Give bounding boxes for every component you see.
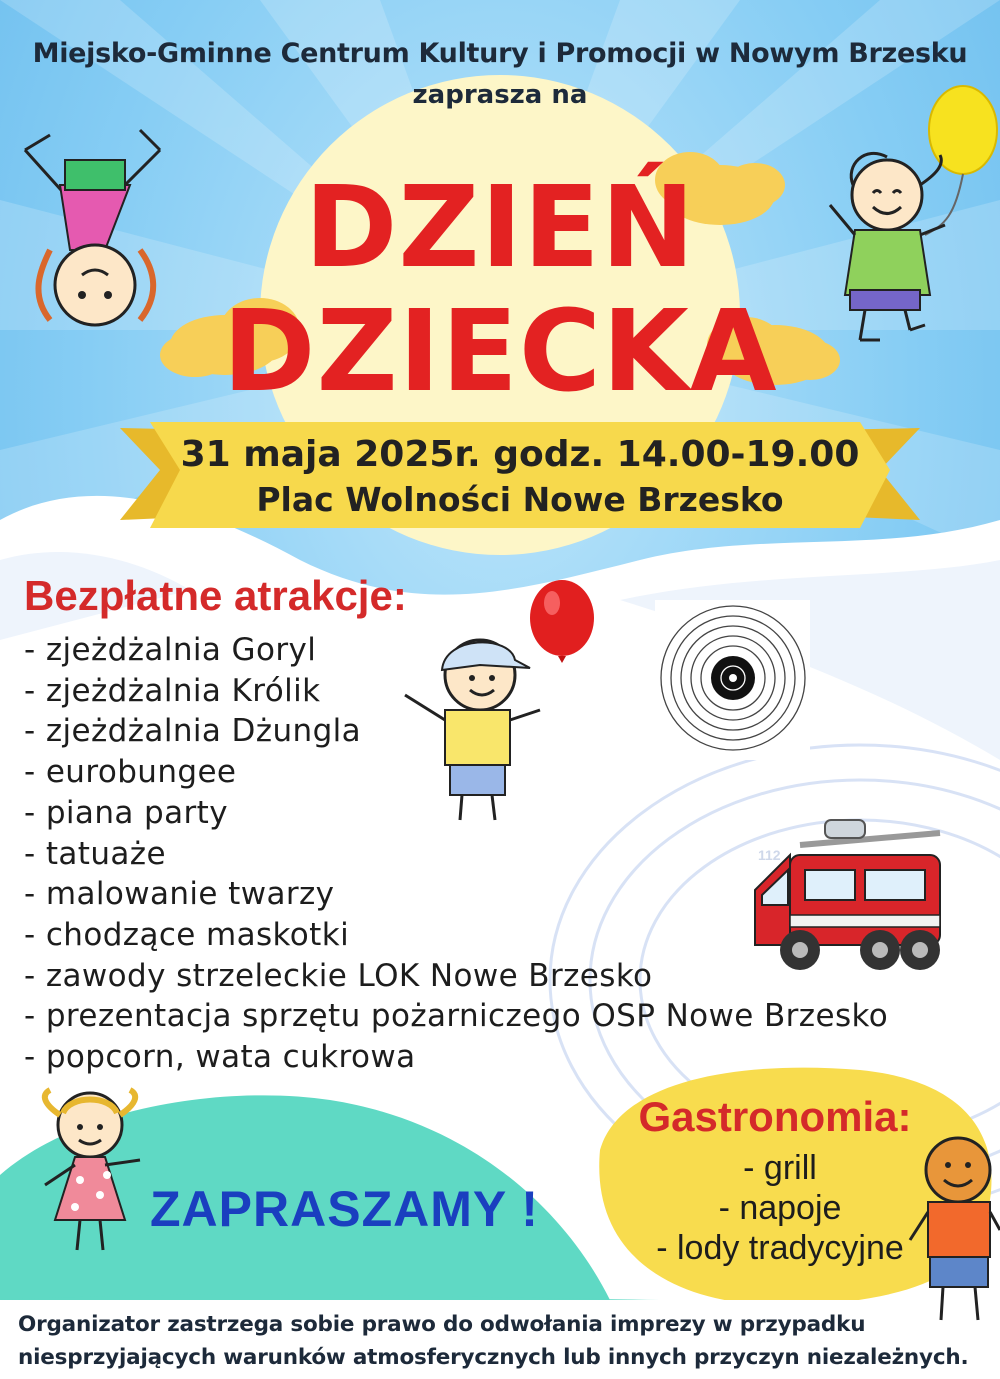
organizer-line: Miejsko-Gminne Centrum Kultury i Promocji w Nowym Brzesku [32,38,968,69]
list-item: - napoje [718,1189,842,1227]
list-item: - malowanie twarzy [24,876,335,913]
truck-number: 112 [758,847,781,863]
list-item: - zawody strzeleckie LOK Nowe Brzesko [24,957,653,994]
gastronomy-list [590,1148,970,1268]
event-title-line1: DZIEŃ [304,163,696,293]
list-item: - zjeżdżalnia Dżungla [24,713,362,750]
list-item: - lody tradycyjne [656,1229,904,1267]
list-item: - chodzące maskotki [24,916,350,953]
disclaimer-line2: niesprzyjających warunków atmosferycznych lub innych przyczyn niezależnych. [18,1345,969,1370]
gastronomy-heading: Gastronomia: [638,1093,912,1140]
list-item: - grill [743,1149,817,1187]
event-date-time: 31 maja 2025r. godz. 14.00-19.00 [180,434,860,475]
attractions-list [24,630,888,1078]
disclaimer-line1: Organizator zastrzega sobie prawo do odwołania imprezy w przypadku [18,1312,866,1337]
girl-with-pigtails-icon [35,1085,150,1255]
invite-cta: ZAPRASZAMY ! [150,1181,539,1237]
list-item: - eurobungee [24,754,237,791]
event-title-line2: DZIECKA [222,287,778,417]
list-item: - tatuaże [24,835,166,872]
list-item: - popcorn, wata cukrowa [24,1039,416,1076]
attractions-heading: Bezpłatne atrakcje: [24,572,407,619]
event-place: Plac Wolności Nowe Brzesko [256,480,784,519]
invite-line: zaprasza na [412,80,588,110]
list-item: - zjeżdżalnia Królik [24,672,321,709]
list-item: - piana party [24,794,228,831]
list-item: - zjeżdżalnia Goryl [24,632,317,668]
disclaimer [18,1308,988,1374]
list-item: - prezentacja sprzętu pożarniczego OSP Nowe Brzesko [24,998,889,1035]
